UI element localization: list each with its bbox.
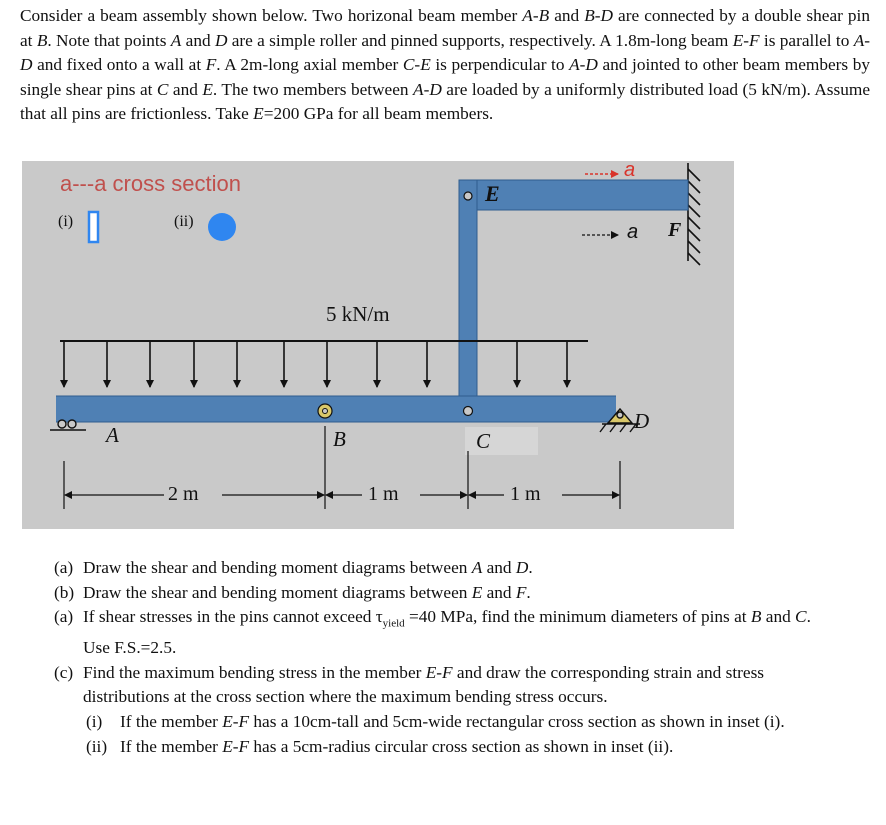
question-a: (a) Draw the shear and bending moment diagrams between A and D. bbox=[54, 558, 533, 577]
question-c: (c) Find the maximum bending stress in the member E-F and draw the corresponding strain and stress distributions at the cross section where the maximum bending stress occurs. bbox=[54, 662, 765, 707]
beam-assembly-figure bbox=[22, 161, 734, 529]
pin-b-inner bbox=[323, 409, 328, 414]
load-label: 5 kN/m bbox=[326, 302, 390, 326]
question-c-i: (i) If the member E-F has a 10cm-tall and 5cm-wide rectangular cross section as shown in inset (i). bbox=[86, 712, 785, 732]
label-a-top: a bbox=[624, 159, 636, 181]
question-list bbox=[54, 556, 814, 759]
label-f: F bbox=[668, 219, 682, 241]
label-a-bottom: a bbox=[627, 221, 639, 243]
pin-e bbox=[464, 192, 472, 200]
dimension-ab: 2 m bbox=[168, 483, 199, 505]
label-e: E bbox=[485, 181, 500, 206]
inset-i-label: (i) bbox=[58, 213, 74, 230]
label-c: C bbox=[476, 429, 491, 453]
question-c-ii: (ii) If the member E-F has a 5cm-radius circular cross section as shown in inset (ii). bbox=[86, 736, 674, 756]
label-b: B bbox=[333, 427, 346, 451]
label-a: A bbox=[106, 423, 119, 447]
dimension-cd: 1 m bbox=[510, 483, 541, 505]
pin-c bbox=[464, 407, 473, 416]
fixed-wall bbox=[688, 163, 700, 265]
member-ce bbox=[459, 180, 477, 420]
beam-ad bbox=[56, 396, 616, 422]
section-title: a---a cross section bbox=[60, 171, 241, 196]
rectangular-section-icon bbox=[89, 212, 98, 242]
label-d: D bbox=[634, 409, 650, 433]
inset-ii-label: (ii) bbox=[174, 213, 194, 230]
circular-section-icon bbox=[208, 213, 236, 241]
question-b: (b) Draw the shear and bending moment diagrams between E and F. bbox=[54, 582, 531, 602]
dimension-bc: 1 m bbox=[368, 483, 399, 505]
problem-statement: Consider a beam assembly shown below. Two horizonal beam member A-B and B-D are connected by a double shear pin at B. Note that points A and D are a simple roller and pinned supports, respectively. A 1.8m-long beam E-F is parallel to A-D and fixed onto a wall at F. A 2m-long axial member C-E is perpendicular to A-D and jointed to other beam members by single shear pins at C and E. The two members between A-D are loaded by a uniformly distributed load (5 kN/m). Assume that all pins are frictionless. Take E=200 GPa for all beam members. bbox=[20, 6, 871, 124]
question-pins: (a) If shear stresses in the pins cannot exceed $\tau_{yield} =40$ MPa, find the minimum diameters of pins at B and C. Use F.S.=2.5. bbox=[54, 607, 811, 658]
distributed-load-arrows bbox=[60, 341, 588, 387]
